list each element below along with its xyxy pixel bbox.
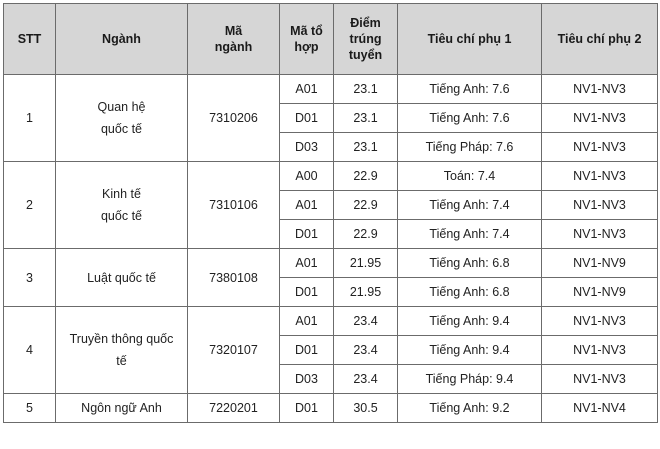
ma-to-hop-cell: A01 <box>280 249 334 278</box>
diem-cell: 23.4 <box>334 307 398 336</box>
header-diem-trung-tuyen-line: trúng <box>349 32 382 46</box>
tieu-chi-phu-1-cell: Tiếng Anh: 9.4 <box>398 336 542 365</box>
stt-cell: 4 <box>4 307 56 394</box>
ma-to-hop-cell: D01 <box>280 104 334 133</box>
tieu-chi-phu-1-cell: Tiếng Anh: 6.8 <box>398 278 542 307</box>
header-ma-nganh <box>188 4 280 75</box>
ma-nganh-cell: 7310106 <box>188 162 280 249</box>
tieu-chi-phu-1-cell: Tiếng Anh: 6.8 <box>398 249 542 278</box>
diem-cell: 23.1 <box>334 75 398 104</box>
header-stt <box>4 4 56 75</box>
nganh-line: quốc tế <box>100 209 142 223</box>
header-tieu-chi-phu-1-line: Tiêu chí phụ 1 <box>427 32 512 46</box>
tieu-chi-phu-2-cell: NV1-NV3 <box>542 307 658 336</box>
table-row <box>4 162 658 191</box>
ma-nganh-cell: 7310206 <box>188 75 280 162</box>
tieu-chi-phu-1-cell: Tiếng Anh: 9.2 <box>398 394 542 423</box>
nganh-line: quốc tế <box>100 122 142 136</box>
ma-to-hop-cell: A00 <box>280 162 334 191</box>
header-tieu-chi-phu-2-line: Tiêu chí phụ 2 <box>557 32 642 46</box>
tieu-chi-phu-2-cell: NV1-NV3 <box>542 191 658 220</box>
header-row <box>4 4 658 75</box>
tieu-chi-phu-2-cell: NV1-NV9 <box>542 278 658 307</box>
diem-cell: 23.1 <box>334 104 398 133</box>
table-body <box>4 75 658 423</box>
table-row <box>4 75 658 104</box>
ma-nganh-cell: 7220201 <box>188 394 280 423</box>
diem-cell: 21.95 <box>334 278 398 307</box>
header-tieu-chi-phu-2 <box>542 4 658 75</box>
ma-to-hop-cell: D01 <box>280 336 334 365</box>
tieu-chi-phu-2-cell: NV1-NV3 <box>542 336 658 365</box>
diem-cell: 23.1 <box>334 133 398 162</box>
header-ma-to-hop-line: hợp <box>294 40 319 54</box>
header-ma-to-hop-line: Mã tổ <box>290 24 323 38</box>
table-row <box>4 307 658 336</box>
diem-cell: 22.9 <box>334 220 398 249</box>
ma-to-hop-cell: D01 <box>280 220 334 249</box>
nganh-line: Quan hệ <box>97 100 146 114</box>
header-diem-trung-tuyen-line: Điểm <box>350 16 381 30</box>
table-row <box>4 394 658 423</box>
ma-nganh-cell: 7320107 <box>188 307 280 394</box>
tieu-chi-phu-1-cell: Tiếng Anh: 7.4 <box>398 220 542 249</box>
tieu-chi-phu-2-cell: NV1-NV3 <box>542 104 658 133</box>
header-diem-trung-tuyen <box>334 4 398 75</box>
nganh-line: Truyền thông quốc <box>69 332 174 346</box>
ma-to-hop-cell: A01 <box>280 307 334 336</box>
tieu-chi-phu-2-cell: NV1-NV3 <box>542 75 658 104</box>
tieu-chi-phu-2-cell: NV1-NV4 <box>542 394 658 423</box>
nganh-cell <box>56 75 188 162</box>
diem-cell: 23.4 <box>334 336 398 365</box>
tieu-chi-phu-1-cell: Tiếng Anh: 7.6 <box>398 104 542 133</box>
header-ma-nganh-line: ngành <box>214 40 253 54</box>
ma-to-hop-cell: D03 <box>280 133 334 162</box>
tieu-chi-phu-1-cell: Tiếng Pháp: 7.6 <box>398 133 542 162</box>
tieu-chi-phu-1-cell: Toán: 7.4 <box>398 162 542 191</box>
diem-cell: 23.4 <box>334 365 398 394</box>
stt-cell: 1 <box>4 75 56 162</box>
admission-scores-table <box>3 3 658 423</box>
tieu-chi-phu-2-cell: NV1-NV3 <box>542 162 658 191</box>
nganh-line: Kinh tế <box>102 187 141 201</box>
tieu-chi-phu-1-cell: Tiếng Anh: 7.4 <box>398 191 542 220</box>
table-row <box>4 249 658 278</box>
nganh-line: Ngôn ngữ Anh <box>81 401 162 415</box>
diem-cell: 21.95 <box>334 249 398 278</box>
table-header <box>4 4 658 75</box>
ma-nganh-cell: 7380108 <box>188 249 280 307</box>
stt-cell: 3 <box>4 249 56 307</box>
ma-to-hop-cell: A01 <box>280 191 334 220</box>
stt-cell: 2 <box>4 162 56 249</box>
diem-cell: 22.9 <box>334 191 398 220</box>
ma-to-hop-cell: D01 <box>280 278 334 307</box>
tieu-chi-phu-2-cell: NV1-NV3 <box>542 220 658 249</box>
stt-cell: 5 <box>4 394 56 423</box>
header-tieu-chi-phu-1 <box>398 4 542 75</box>
ma-to-hop-cell: D01 <box>280 394 334 423</box>
tieu-chi-phu-2-cell: NV1-NV3 <box>542 133 658 162</box>
tieu-chi-phu-2-cell: NV1-NV3 <box>542 365 658 394</box>
diem-cell: 22.9 <box>334 162 398 191</box>
header-stt-line: STT <box>17 32 42 46</box>
header-ma-nganh-line: Mã <box>224 24 243 38</box>
tieu-chi-phu-1-cell: Tiếng Pháp: 9.4 <box>398 365 542 394</box>
ma-to-hop-cell: A01 <box>280 75 334 104</box>
header-ma-to-hop <box>280 4 334 75</box>
nganh-cell <box>56 307 188 394</box>
nganh-cell <box>56 249 188 307</box>
nganh-line: Luật quốc tế <box>87 270 156 285</box>
header-diem-trung-tuyen-line: tuyển <box>348 48 383 62</box>
header-nganh-line: Ngành <box>102 32 141 46</box>
nganh-line: tế <box>116 354 127 368</box>
nganh-cell <box>56 162 188 249</box>
tieu-chi-phu-1-cell: Tiếng Anh: 7.6 <box>398 75 542 104</box>
nganh-cell <box>56 394 188 423</box>
ma-to-hop-cell: D03 <box>280 365 334 394</box>
tieu-chi-phu-2-cell: NV1-NV9 <box>542 249 658 278</box>
tieu-chi-phu-1-cell: Tiếng Anh: 9.4 <box>398 307 542 336</box>
diem-cell: 30.5 <box>334 394 398 423</box>
header-nganh <box>56 4 188 75</box>
